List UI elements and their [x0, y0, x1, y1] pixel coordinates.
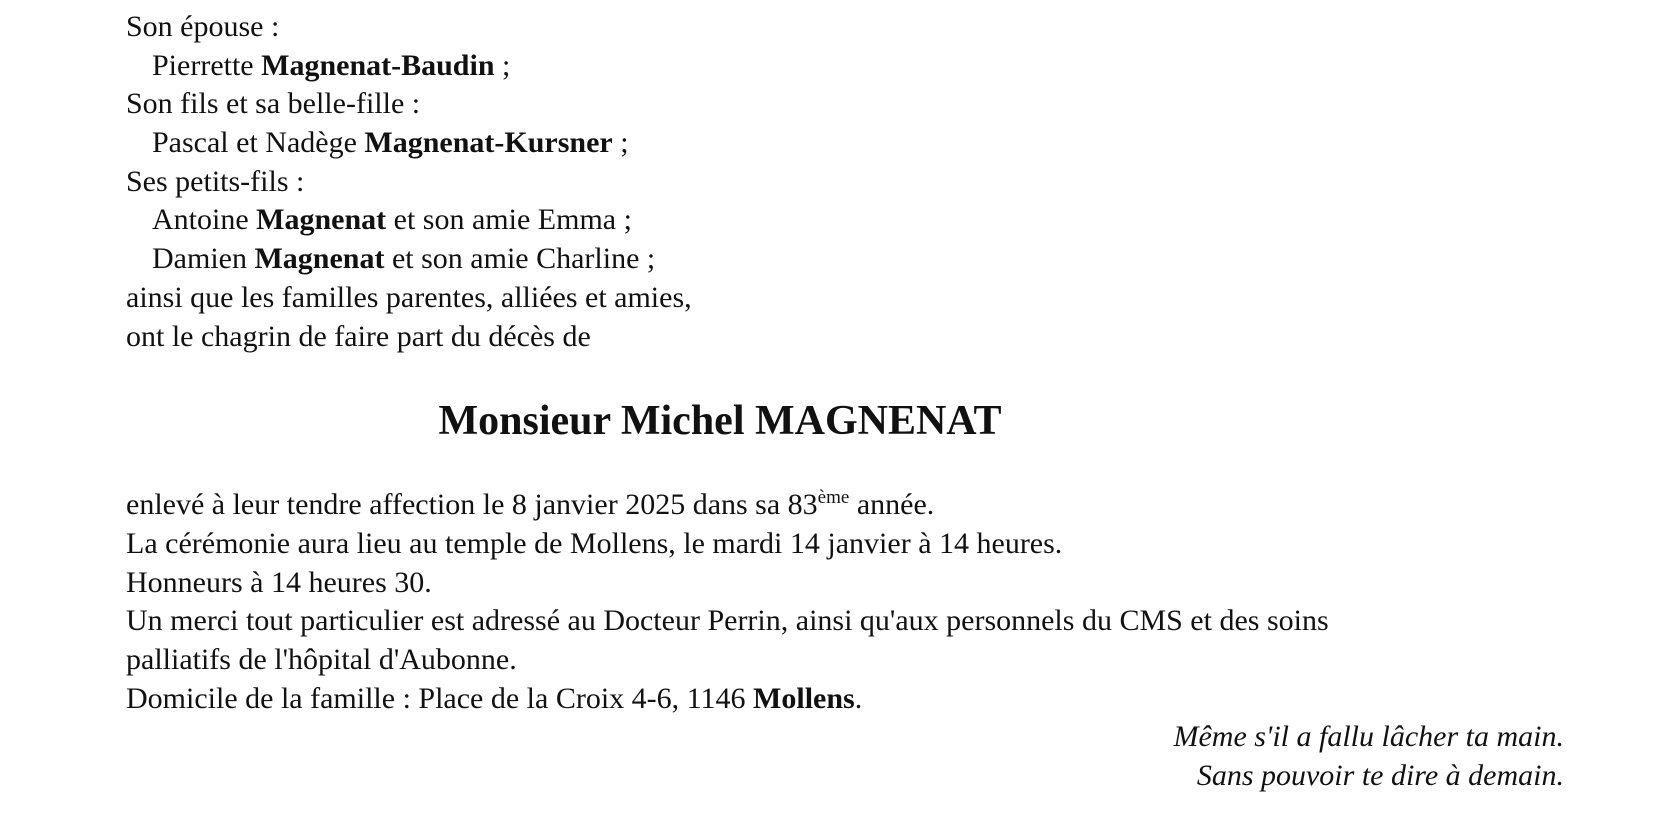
spouse-heading: Son épouse :: [126, 10, 280, 43]
spouse-line: [126, 47, 1566, 86]
spouse-surname: Magnenat-Baudin: [261, 48, 495, 82]
domicile-line: [126, 680, 1566, 719]
son-end: ;: [612, 126, 629, 160]
son-heading: Son fils et sa belle-fille :: [126, 87, 421, 121]
ceremony-line: La cérémonie aura lieu au temple de Mollens, le mardi 14 janvier à 14 heures.: [126, 526, 1063, 560]
spouse-end: ;: [494, 48, 511, 82]
deceased-title: Monsieur Michel MAGNENAT: [438, 398, 1002, 445]
grandson-line: [126, 201, 1566, 240]
obituary-notice: [126, 8, 1566, 796]
son-given-names: Pascal et Nadège: [152, 126, 357, 160]
domicile-town: Mollens: [753, 681, 855, 715]
thanks-line-2: palliatifs de l'hôpital d'Aubonne.: [126, 642, 517, 676]
domicile-end: .: [854, 681, 863, 715]
grandson-end: et son amie Charline ;: [391, 242, 656, 276]
quote-line-1: Même s'il a fallu lâcher ta main.: [1173, 720, 1564, 754]
grandson-given-name: Antoine: [152, 203, 249, 237]
closing-line-families: ainsi que les familles parentes, alliées et amies,: [126, 280, 692, 314]
grandson-surname: Magnenat: [254, 242, 385, 276]
death-date-line: [126, 486, 1566, 525]
closing-line-announcement: ont le chagrin de faire part du décès de: [126, 319, 591, 353]
quote-line-2: Sans pouvoir te dire à demain.: [1196, 759, 1564, 792]
thanks-line-1: Un merci tout particulier est adressé au Docteur Perrin, ainsi qu'aux personnels du CMS et des soins: [126, 604, 1329, 638]
grandsons-heading: Ses petits-fils :: [126, 164, 305, 198]
spouse-given-name: Pierrette: [152, 48, 254, 82]
ordinal-superscript: ème: [817, 487, 850, 509]
grandson-surname: Magnenat: [256, 203, 387, 237]
grandson-given-name: Damien: [152, 242, 247, 276]
son-line: [126, 124, 1566, 163]
grandson-line: [126, 240, 1566, 279]
death-date-suffix: année.: [849, 488, 935, 522]
death-date-prefix: enlevé à leur tendre affection le 8 janvier 2025 dans sa 83: [126, 488, 818, 522]
domicile-address: Domicile de la famille : Place de la Croix 4-6, 1146: [126, 681, 754, 715]
son-surname: Magnenat-Kursner: [364, 126, 613, 160]
deceased-title-block: [0, 396, 1566, 446]
grandson-end: et son amie Emma ;: [393, 203, 632, 237]
honours-line: Honneurs à 14 heures 30.: [126, 565, 432, 599]
